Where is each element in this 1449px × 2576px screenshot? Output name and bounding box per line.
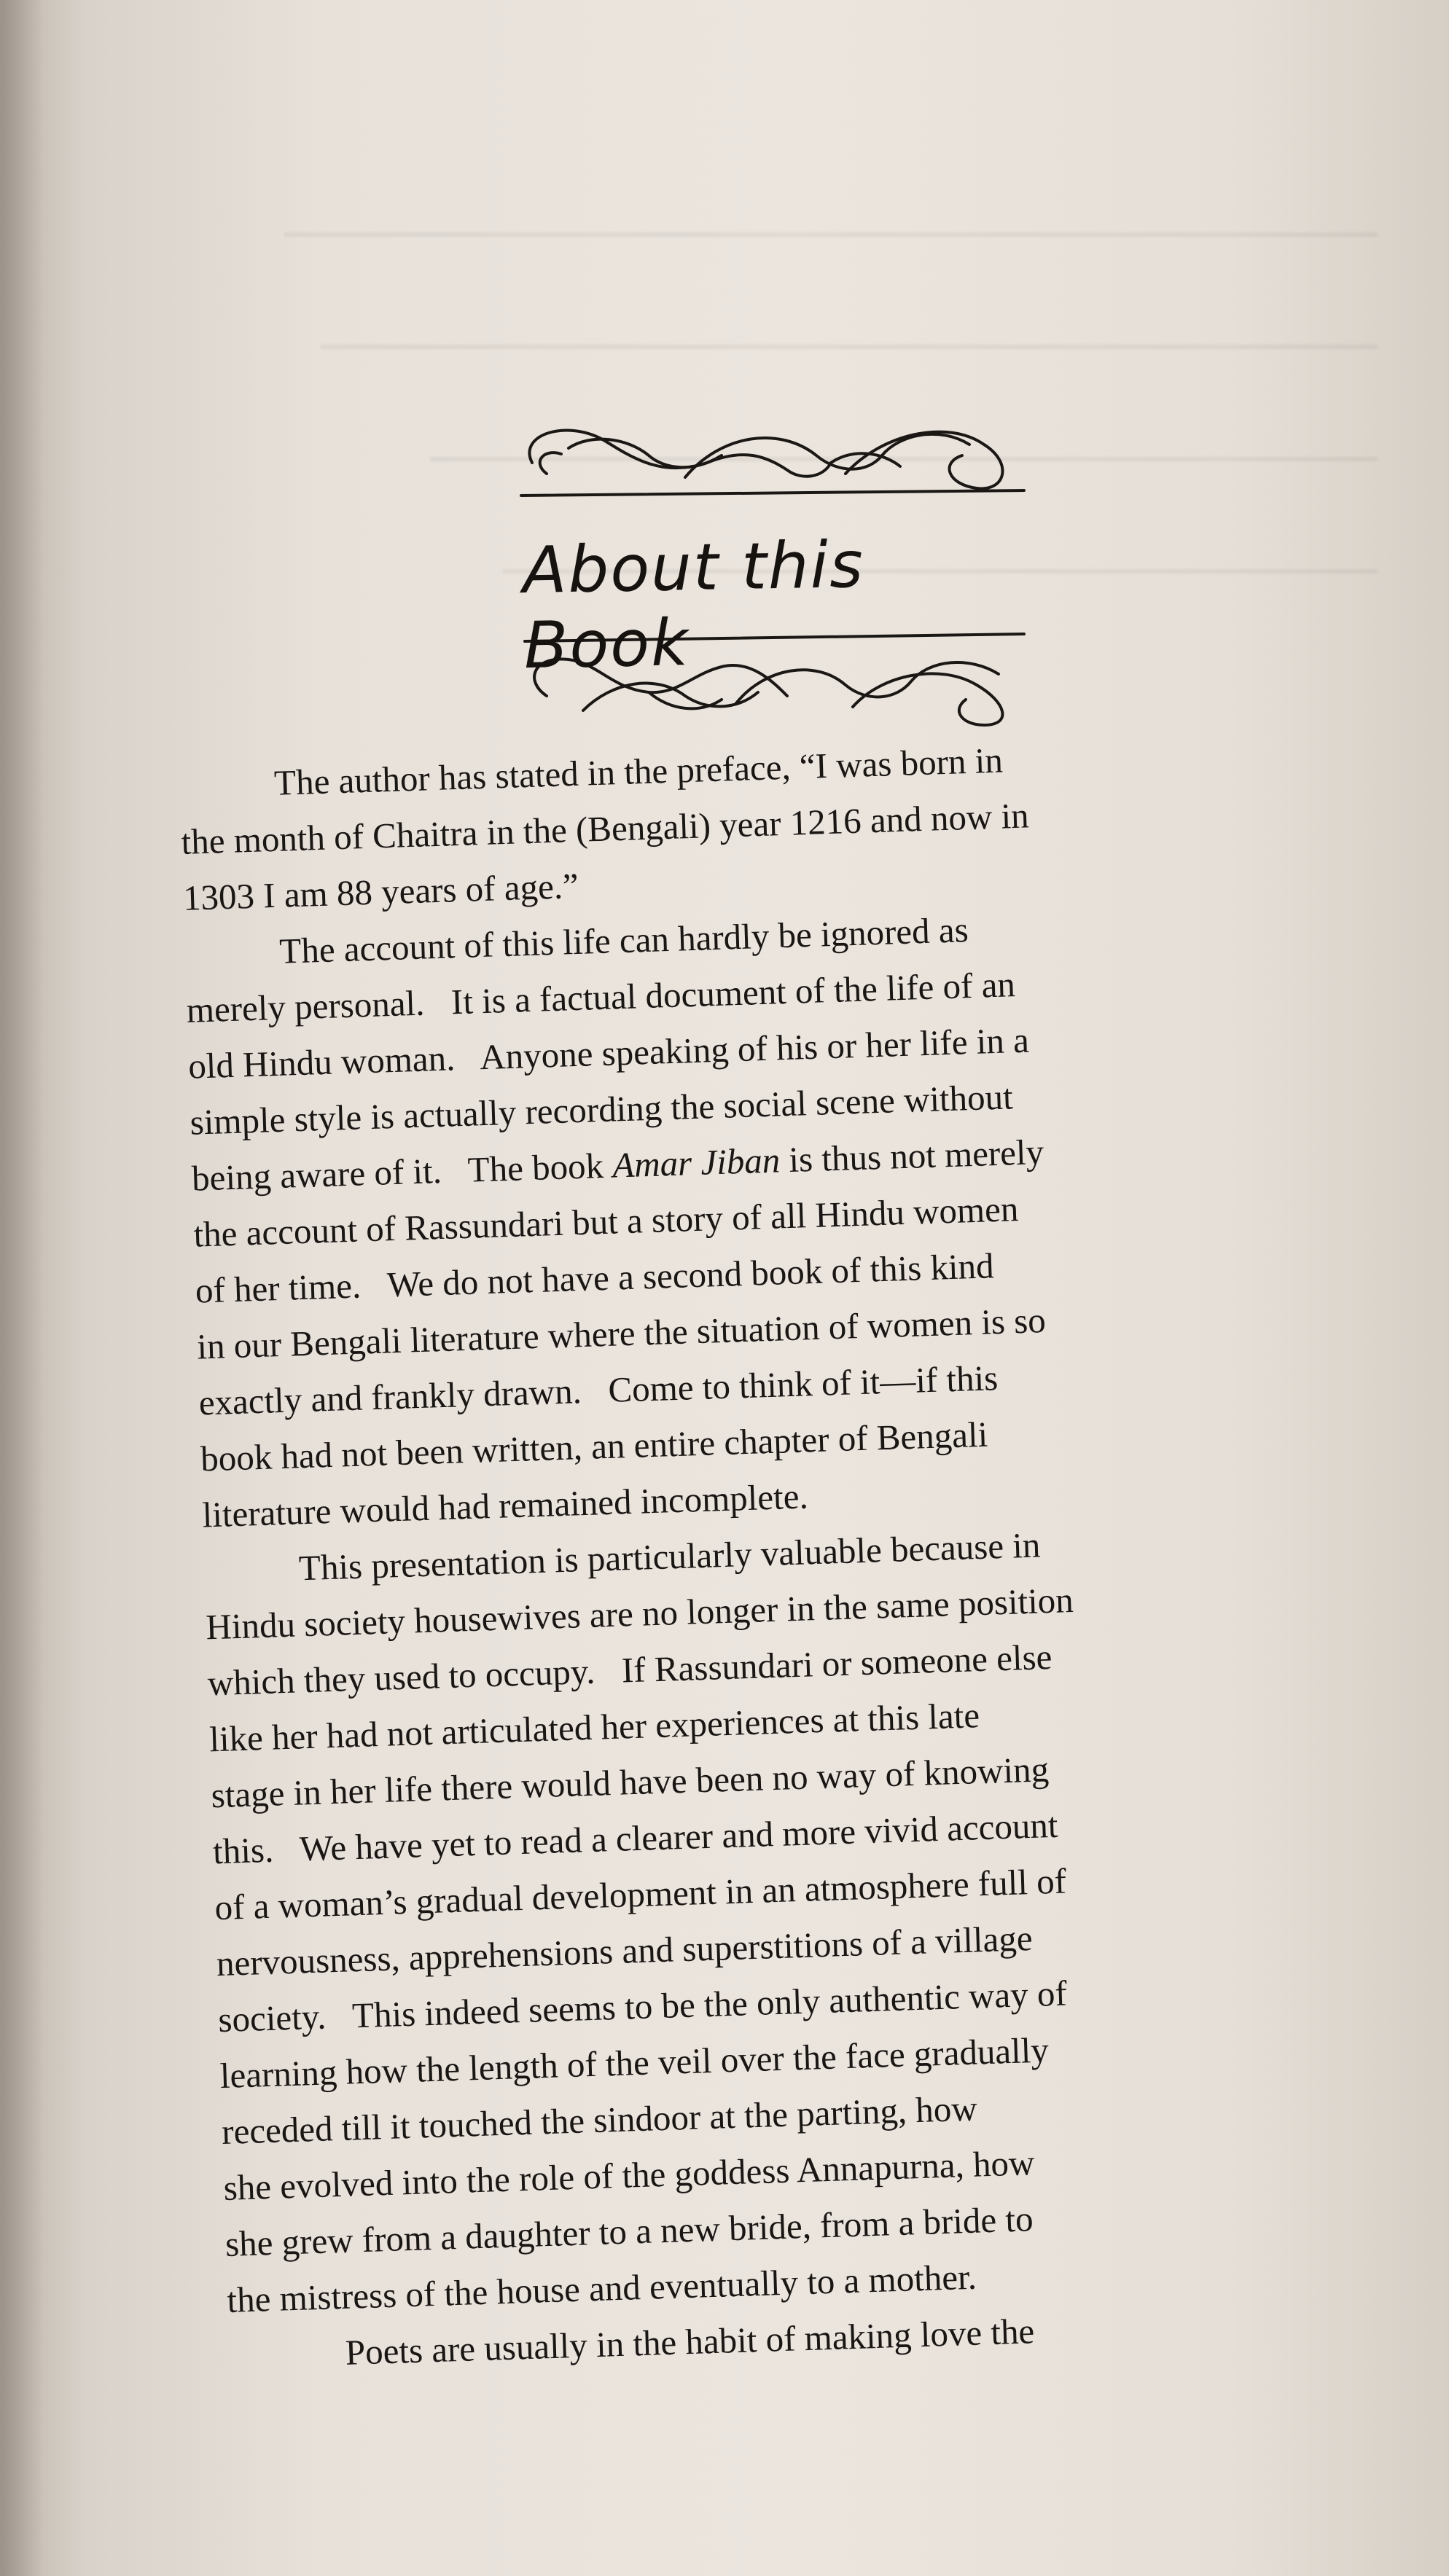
text-line: she grew from a daughter to a new bride, from a bride to — [224, 2199, 1034, 2264]
book-title-italic: Amar Jiban — [612, 1140, 781, 1186]
text-line: learning how the length of the veil over the face gradually — [219, 2029, 1050, 2097]
text-line: 1303 I am 88 years of age.” — [182, 865, 579, 918]
text-line: like her had not articulated her experiences at this late — [208, 1695, 980, 1760]
text-line: this. We have yet to read a clearer and more vivid account — [212, 1804, 1059, 1872]
text-line: The author has stated in the preface, “I was born in — [273, 740, 1004, 803]
text-line: old Hindu woman. Anyone speaking of his or her life in a — [187, 1019, 1030, 1087]
text-line: of her time. We do not have a second book of this kind — [195, 1245, 995, 1311]
text-line: the account of Rassundari but a story of all Hindu women — [192, 1189, 1020, 1255]
body-text — [179, 719, 1449, 2384]
text-line: the mistress of the house and eventually to a mother. — [226, 2256, 977, 2320]
text-line: The account of this life can hardly be ignored as — [278, 909, 969, 971]
text-line: nervousness, apprehensions and superstitions of a village — [216, 1918, 1034, 1984]
text-line: exactly and frankly drawn. Come to think of it—if this — [198, 1358, 999, 1423]
text-line: merely personal. It is a factual document of the life of an — [186, 964, 1016, 1030]
text-line: society. This indeed seems to be the only authentic way of — [217, 1973, 1068, 2040]
text-line: literature would had remained incomplete. — [201, 1476, 809, 1535]
text-line: being aware of it. The book Amar Jiban is thus not merely — [191, 1131, 1044, 1199]
text-line: book had not been written, an entire chapter of Bengali — [200, 1414, 988, 1479]
text-line: stage in her life there would have been no way of knowing — [210, 1749, 1050, 1816]
text-line: Poets are usually in the habit of making love the — [344, 2311, 1036, 2373]
text-line: Hindu society housewives are no longer in the same position — [205, 1580, 1074, 1648]
chapter-title: About this Book — [522, 526, 865, 684]
text-line: the month of Chaitra in the (Bengali) year 1216 and now in — [180, 795, 1030, 862]
text-line: simple style is actually recording the social scene without — [189, 1076, 1014, 1143]
chapter-heading-block — [503, 404, 1042, 740]
page-edge-shadow — [0, 0, 44, 2576]
text-line: which they used to occupy. If Rassundari or someone else — [207, 1636, 1053, 1704]
text-line: This presentation is particularly valuable because in — [298, 1524, 1042, 1589]
text-line: receded till it touched the sindoor at the parting, how — [221, 2088, 978, 2153]
text-line: in our Bengali literature where the situation of women is so — [196, 1300, 1047, 1367]
text-line: of a woman’s gradual development in an atmosphere full of — [214, 1860, 1067, 1928]
text-line: she evolved into the role of the goddess Annapurna, how — [222, 2142, 1036, 2209]
